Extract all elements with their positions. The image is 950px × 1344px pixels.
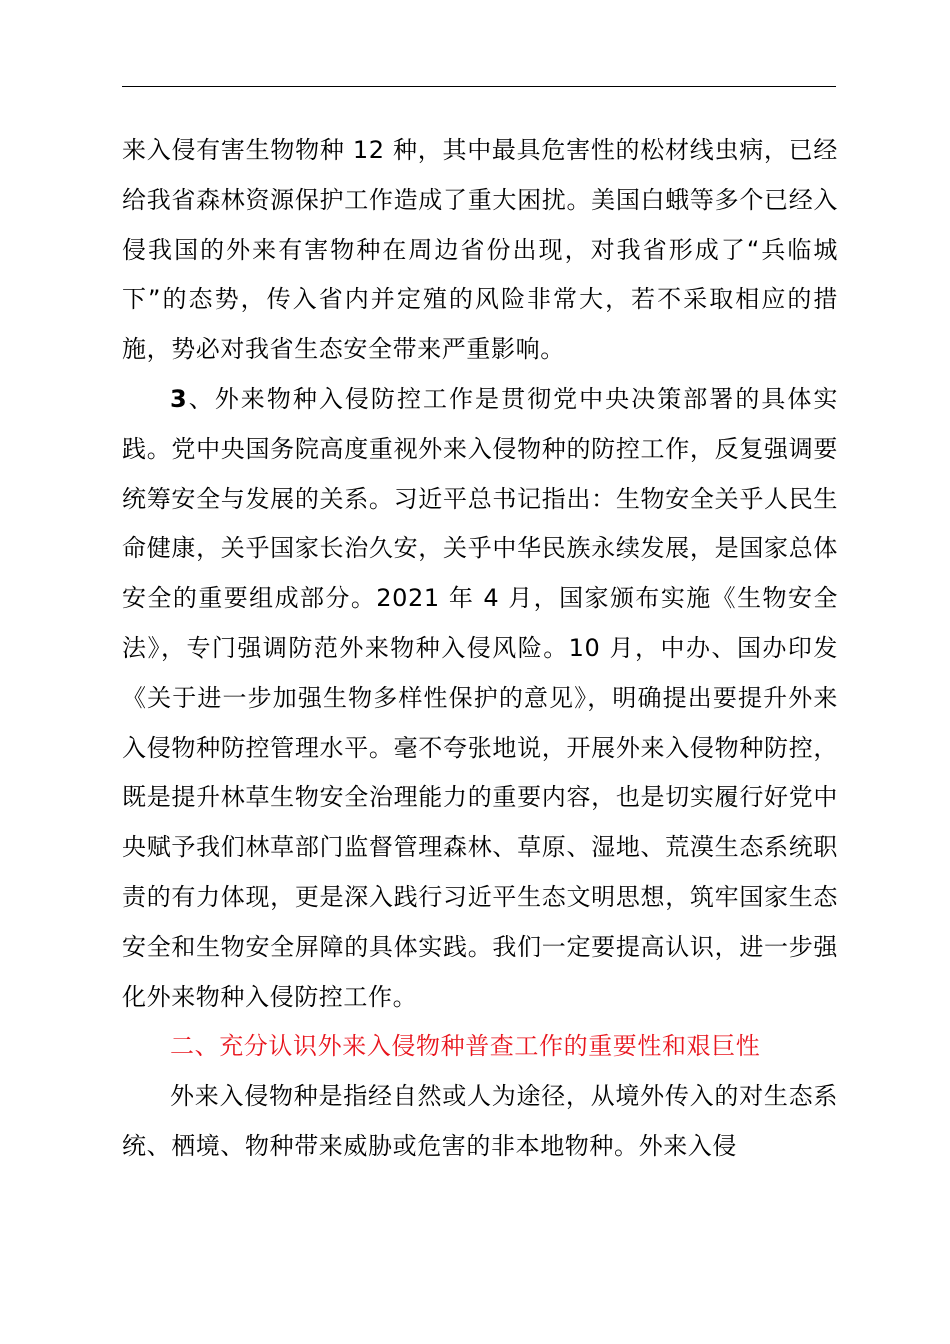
point-3-text: 、外来物种入侵防控工作是贯彻党中央决策部署的具体实践。党中央国务院高度重视外来入侵物种的防控工作，反复强调要统筹安全与发展的关系。习近平总书记指出：生物安全关乎人民生命健康，关乎国家长治久安，关乎中华民族永续发展，是国家总体安全的重要组成部分。2021 年 4 月，国家颁布实施《生物安全法》，专门强调防范外来物种入侵风险。10 月，中办、国办印发《关于进一步加强生物多样性保护的意见》，明确提出要提升外来入侵物种防控管理水平。毫不夸张地说，开展外来入侵物种防控，既是提升林草生物安全治理能力的重要内容，也是切实履行好党中央赋予我们林草部门监督管理森林、草原、湿地、荒漠生态系统职责的有力体现，更是深入践行习近平生态文明思想，筑牢国家生态安全和生物安全屏障的具体实践。我们一定要提高认识，进一步强化外来物种入侵防控工作。 xyxy=(122,384,838,1011)
header-rule xyxy=(122,86,836,87)
paragraph-continuation: 来入侵有害生物物种 12 种，其中最具危害性的松材线虫病，已经给我省森林资源保护工作造成了重大困扰。美国白蛾等多个已经入侵我国的外来有害物种在周边省份出现，对我省形成了“兵临城下”的态势，传入省内并定殖的风险非常大，若不采取相应的措施，势必对我省生态安全带来严重影响。 xyxy=(122,136,838,364)
point-3-number: 3 xyxy=(170,384,188,413)
paragraph-section-2-intro: 外来入侵物种是指经自然或人为途径，从境外传入的对生态系统、栖境、物种带来威胁或危害的非本地物种。外来入侵 xyxy=(122,1082,838,1160)
document-body xyxy=(122,126,838,1172)
paragraph-point-3 xyxy=(122,375,838,1022)
section-2-heading: 二、充分认识外来入侵物种普查工作的重要性和艰巨性 xyxy=(170,1032,761,1061)
